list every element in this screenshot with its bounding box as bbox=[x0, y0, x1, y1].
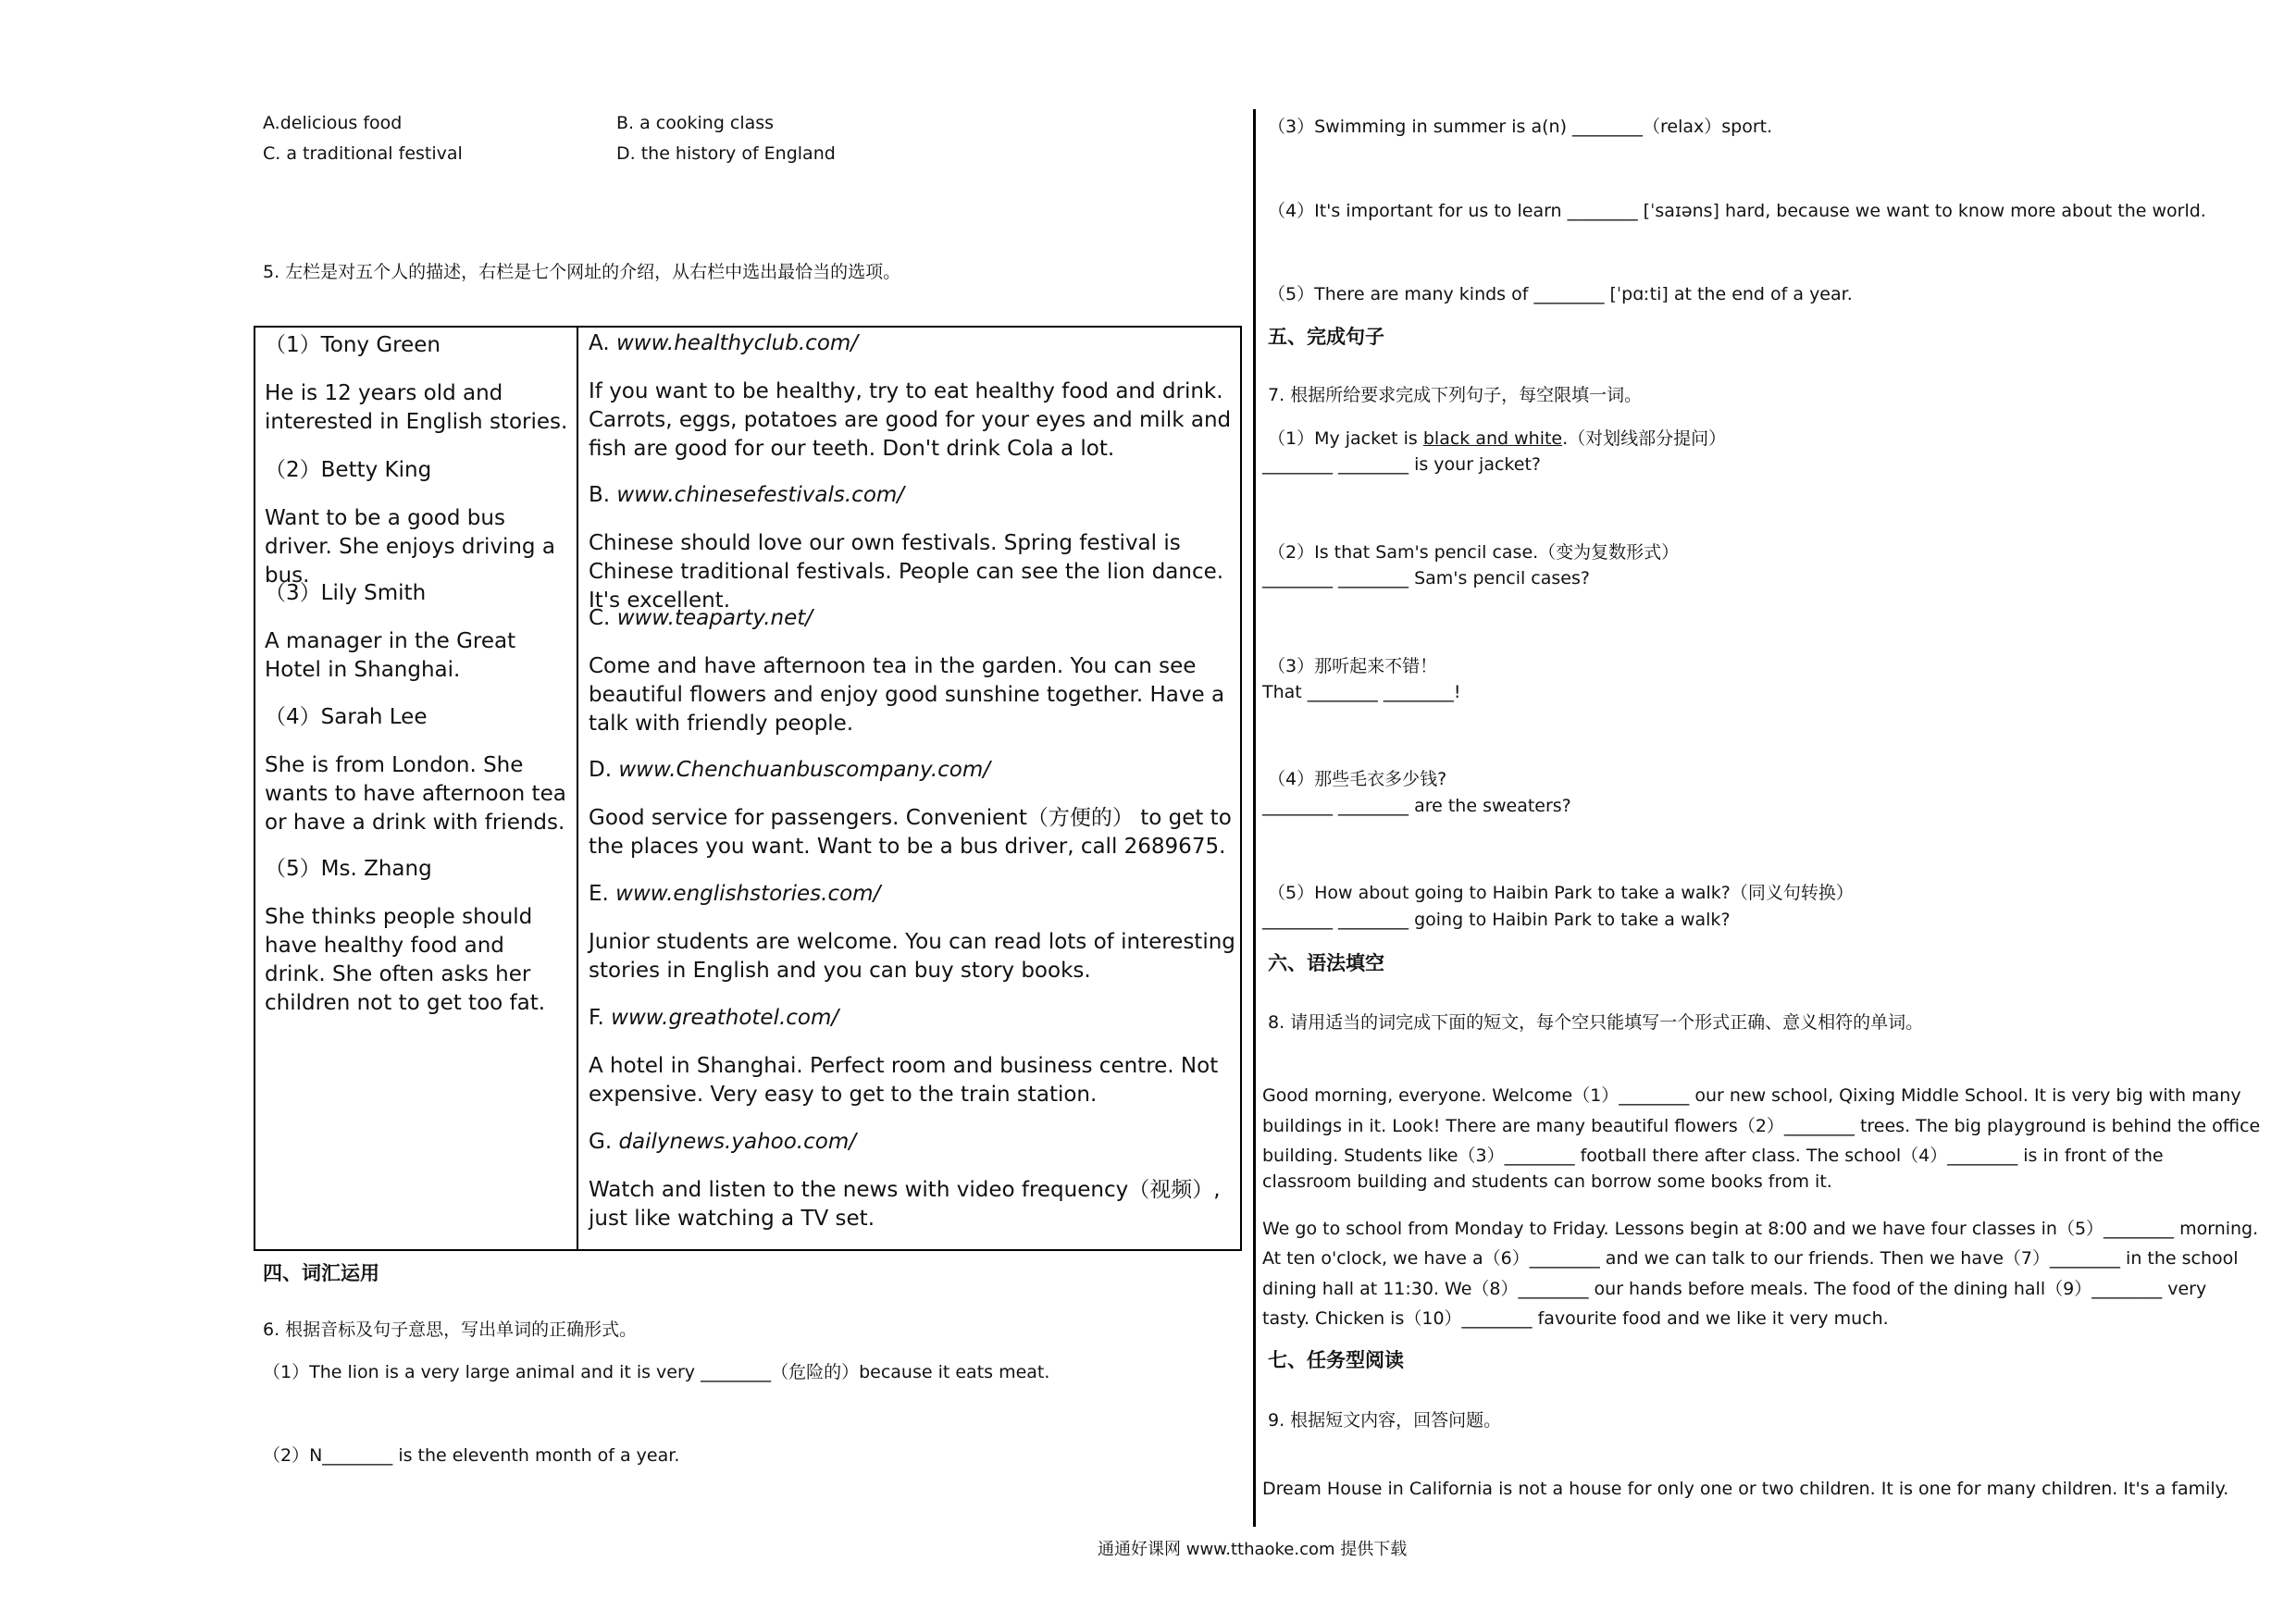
q7-4-answer: ________ ________ are the sweaters? bbox=[1262, 796, 1571, 816]
site-url: www.Chenchuanbuscompany.com/ bbox=[618, 758, 991, 782]
site-desc: A hotel in Shanghai. Perfect room and business centre. Not expensive. Very easy to get to the train station. bbox=[589, 1054, 1219, 1107]
site-b bbox=[589, 481, 1236, 615]
site-letter: A. bbox=[589, 331, 616, 355]
person-1 bbox=[265, 331, 570, 437]
person-desc: He is 12 years old and interested in English stories. bbox=[265, 381, 568, 434]
section-5-title: 五、完成句子 bbox=[1268, 326, 1384, 348]
q7-2-answer: ________ ________ Sam's pencil cases? bbox=[1262, 568, 1590, 588]
section-4-title: 四、词汇运用 bbox=[263, 1262, 379, 1284]
person-name: （2）Betty King bbox=[265, 458, 432, 482]
column-divider bbox=[1253, 109, 1256, 1527]
q9-passage: Dream House in California is not a house for only one or two children. It is one for many children. It's a family. bbox=[1262, 1479, 2229, 1499]
q8-instruction: 8. 请用适当的词完成下面的短文，每个空只能填写一个形式正确、意义相符的单词。 bbox=[1268, 1012, 1924, 1033]
site-f bbox=[589, 1004, 1236, 1109]
q7-instruction: 7. 根据所给要求完成下列句子，每空限填一词。 bbox=[1268, 385, 1643, 405]
q7-1 bbox=[1268, 425, 1726, 450]
site-desc: If you want to be healthy, try to eat healthy food and drink. Carrots, eggs, potatoes are good for your eyes and milk and fish are good for our teeth. Don't drink Cola a lot. bbox=[589, 379, 1232, 461]
q8-p2-line-1: We go to school from Monday to Friday. Lessons begin at 8:00 and we have four classes in（5）________ morning. bbox=[1262, 1219, 2259, 1239]
site-letter: D. bbox=[589, 758, 619, 782]
q8-p1-line-4: classroom building and students can borrow some books from it. bbox=[1262, 1171, 1832, 1192]
q9-instruction: 9. 根据短文内容，回答问题。 bbox=[1268, 1410, 1502, 1431]
site-url: www.teaparty.net/ bbox=[616, 606, 813, 630]
site-desc: Chinese should love our own festivals. Spring festival is Chinese traditional festivals. People can see the lion dance. It's excellent. bbox=[589, 531, 1224, 613]
site-desc: Junior students are welcome. You can read lots of interesting stories in English and you can buy story books. bbox=[589, 930, 1235, 983]
q8-p2-line-3: dining hall at 11:30. We（8）________ our hands before meals. The food of the dining hall（9）________ very bbox=[1262, 1279, 2207, 1299]
q7-1-post: .（对划线部分提问） bbox=[1562, 428, 1727, 449]
site-g bbox=[589, 1128, 1236, 1233]
q6-3: （3）Swimming in summer is a(n) ________（relax）sport. bbox=[1268, 117, 1773, 137]
site-letter: F. bbox=[589, 1006, 612, 1030]
site-desc: Come and have afternoon tea in the garden. You can see beautiful flowers and enjoy good sunshine together. Have a talk with friendly people. bbox=[589, 654, 1225, 736]
option-b: B. a cooking class bbox=[616, 113, 775, 133]
q7-5: （5）How about going to Haibin Park to take a walk?（同义句转换） bbox=[1268, 883, 1854, 903]
q6-4: （4）It's important for us to learn ________ [ˈsaɪəns] hard, because we want to know more about the world. bbox=[1268, 201, 2206, 221]
site-url: dailynews.yahoo.com/ bbox=[618, 1130, 856, 1154]
site-letter: B. bbox=[589, 483, 617, 507]
q5-instruction: 5. 左栏是对五个人的描述，右栏是七个网址的介绍，从右栏中选出最恰当的选项。 bbox=[263, 262, 901, 282]
site-letter: E. bbox=[589, 882, 616, 906]
section-6-title: 六、语法填空 bbox=[1268, 952, 1384, 974]
site-url: www.healthyclub.com/ bbox=[615, 331, 859, 355]
person-name: （4）Sarah Lee bbox=[265, 705, 428, 729]
section-7-title: 七、任务型阅读 bbox=[1268, 1349, 1404, 1371]
person-5 bbox=[265, 855, 570, 1018]
site-e bbox=[589, 880, 1236, 985]
site-url: www.englishstories.com/ bbox=[615, 882, 881, 906]
option-d: D. the history of England bbox=[616, 143, 836, 164]
q7-2: （2）Is that Sam's pencil case.（变为复数形式） bbox=[1268, 542, 1680, 563]
q7-1-underlined: black and white bbox=[1422, 428, 1563, 449]
site-url: www.greathotel.com/ bbox=[611, 1006, 839, 1030]
q8-p1-line-3: building. Students like（3）________ football there after class. The school（4）________ is in front of the bbox=[1262, 1146, 2164, 1166]
person-name: （5）Ms. Zhang bbox=[265, 857, 432, 881]
option-a: A.delicious food bbox=[263, 113, 403, 133]
site-letter: C. bbox=[589, 606, 617, 630]
q7-3-answer: That ________ ________! bbox=[1262, 682, 1461, 702]
q6-1: （1）The lion is a very large animal and it is very ________（危险的）because it eats meat. bbox=[263, 1362, 1050, 1382]
option-c: C. a traditional festival bbox=[263, 143, 463, 164]
site-desc: Watch and listen to the news with video frequency（视频）, just like watching a TV set. bbox=[589, 1178, 1221, 1231]
q7-4: （4）那些毛衣多少钱? bbox=[1268, 769, 1447, 789]
q6-5: （5）There are many kinds of ________ [ˈpɑːti] at the end of a year. bbox=[1268, 284, 1853, 304]
q8-p1-line-2: buildings in it. Look! There are many beautiful flowers（2）________ trees. The big playground is behind the office bbox=[1262, 1116, 2261, 1136]
q6-instruction: 6. 根据音标及句子意思，写出单词的正确形式。 bbox=[263, 1319, 638, 1340]
site-c bbox=[589, 604, 1236, 738]
footer-credit: 通通好课网 www.tthaoke.com 提供下载 bbox=[1098, 1540, 1408, 1559]
person-desc: Want to be a good bus driver. She enjoys driving a bus. bbox=[265, 506, 555, 588]
person-name: （3）Lily Smith bbox=[265, 581, 427, 605]
person-desc: She is from London. She wants to have afternoon tea or have a drink with friends. bbox=[265, 753, 566, 835]
q6-2: （2）N________ is the eleventh month of a year. bbox=[263, 1445, 680, 1466]
q7-3: （3）那听起来不错！ bbox=[1268, 656, 1438, 676]
q8-p2-line-2: At ten o'clock, we have a（6）________ and we can talk to our friends. Then we have（7）________ in the school bbox=[1262, 1248, 2239, 1269]
site-a bbox=[589, 329, 1236, 464]
person-3 bbox=[265, 579, 570, 685]
person-name: （1）Tony Green bbox=[265, 333, 441, 357]
q7-1-answer: ________ ________ is your jacket? bbox=[1262, 454, 1541, 475]
matching-table bbox=[254, 326, 1242, 1251]
person-4 bbox=[265, 703, 570, 837]
site-url: www.chinesefestivals.com/ bbox=[616, 483, 905, 507]
q7-1-pre: （1）My jacket is bbox=[1268, 428, 1423, 449]
person-desc: A manager in the Great Hotel in Shanghai. bbox=[265, 629, 516, 682]
q8-p1-line-1: Good morning, everyone. Welcome（1）________ our new school, Qixing Middle School. It is very big with many bbox=[1262, 1085, 2241, 1106]
person-desc: She thinks people should have healthy food and drink. She often asks her children not to get too fat. bbox=[265, 905, 546, 1015]
site-d bbox=[589, 756, 1236, 861]
table-divider bbox=[577, 328, 578, 1249]
site-letter: G. bbox=[589, 1130, 619, 1154]
site-desc: Good service for passengers. Convenient（方便的） to get to the places you want. Want to be a bus driver, call 2689675. bbox=[589, 806, 1232, 859]
q8-p2-line-4: tasty. Chicken is（10）________ favourite food and we like it very much. bbox=[1262, 1308, 1889, 1329]
person-2 bbox=[265, 456, 570, 590]
q7-5-answer: ________ ________ going to Haibin Park to take a walk? bbox=[1262, 910, 1731, 930]
